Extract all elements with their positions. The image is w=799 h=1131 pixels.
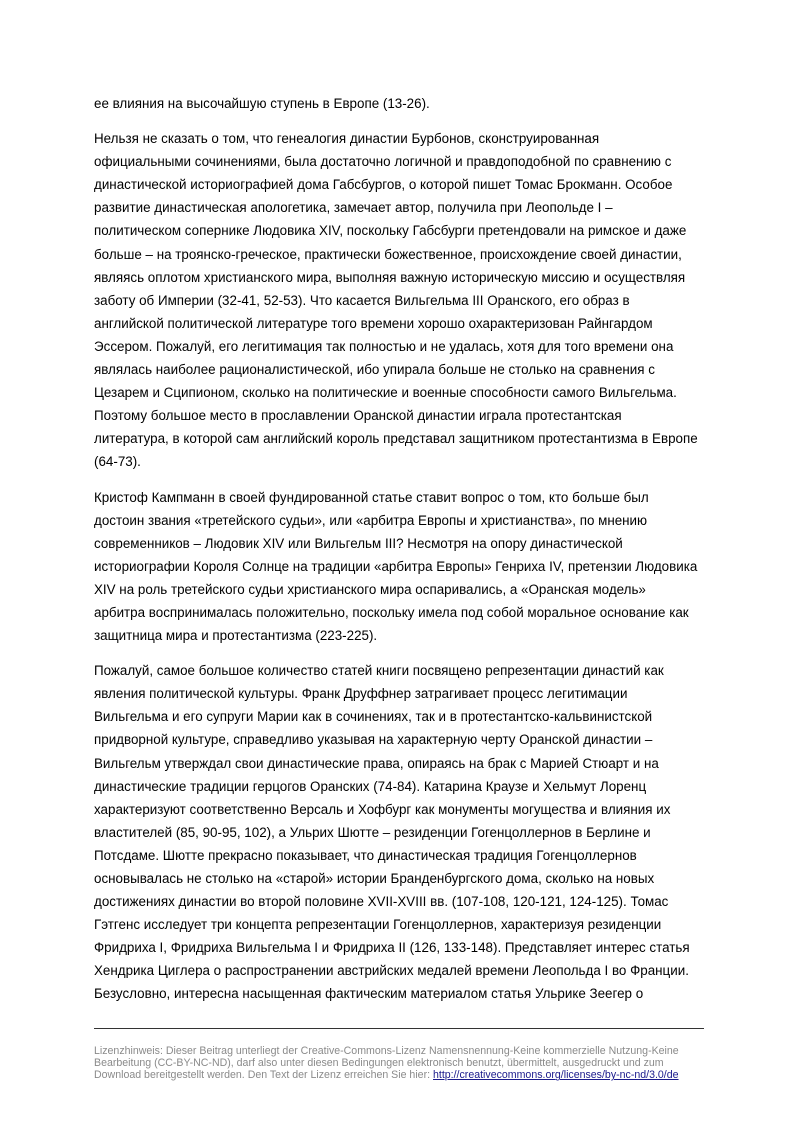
text-line: Гэтгенс исследует три концепта репрезентации Гогенцоллернов, характеризуя резиденции: [94, 917, 662, 933]
text-line: Потсдаме. Шютте прекрасно показывает, что династическая традиция Гогенцоллернов: [94, 847, 637, 863]
text-line: Цезарем и Сципионом, сколько на политические и военные способности самого Вильгельма.: [94, 385, 677, 401]
text-line: Поэтому большое место в прославлении Оранской династии играла протестантская: [94, 408, 622, 424]
license-text: Download bereitgestellt werden. Den Text der Lizenz erreichen Sie hier:: [94, 1069, 433, 1082]
license-text-line: Lizenzhinweis: Dieser Beitrag unterliegt der Creative-Commons-Lizenz Namensnennung-Keine kommerzielle Nutzung-Keine: [94, 1045, 679, 1057]
license-footer: [94, 1045, 710, 1082]
text-line: достижениях династии во второй половине XVII-XVIII вв. (107-108, 120-121, 124-125). Томас: [94, 894, 669, 910]
text-line: Фридриха I, Фридриха Вильгельма I и Фридриха II (126, 133-148). Представляет интерес статья: [94, 940, 690, 956]
text-line: литература, в которой сам английский король представал защитником протестантизма в Европе: [94, 431, 698, 447]
text-line: политическом сопернике Людовика XIV, поскольку Габсбурги претендовали на римское и даже: [94, 223, 687, 239]
paragraph: [94, 486, 710, 648]
text-line: достоин звания «третейского судьи», или «арбитра Европы и христианства», по мнению: [94, 512, 648, 528]
text-line: явления политической культуры. Франк Друффнер затрагивает процесс легитимации: [94, 686, 628, 702]
license-text-line: [94, 1069, 710, 1081]
text-line: Пожалуй, самое большое количество статей книги посвящено репрезентации династий как: [94, 663, 664, 679]
paragraph: [94, 127, 710, 473]
paragraph: [94, 659, 710, 1005]
text-line: основывалась не столько на «старой» истории Бранденбургского дома, сколько на новых: [94, 871, 655, 886]
paragraph: [94, 92, 710, 115]
text-line: Кристоф Кампманн в своей фундированной статье ставит вопрос о том, кто больше был: [94, 489, 649, 505]
text-line: придворной культуре, справедливо указывая на характерную черту Оранской династии –: [94, 732, 653, 748]
text-line: развитие династическая апологетика, замечает автор, получила при Леопольде I –: [94, 200, 613, 216]
text-line: характеризуют соответственно Версаль и Хофбург как монументы могущества и влияния их: [94, 801, 671, 817]
text-line: являлась наиболее рационалистической, ибо упирала больше не столько на сравнения с: [94, 362, 655, 378]
text-line: Вильгельма и его супруги Марии как в сочинениях, так и в протестантско-кальвинистской: [94, 709, 653, 725]
text-line: династические традиции герцогов Оранских (74-84). Катарина Краузе и Хельмут Лоренц: [94, 778, 647, 794]
text-line: Эссером. Пожалуй, его легитимация так полностью и не удалась, хотя для того времени она: [94, 338, 674, 354]
text-line: английской политической литературе того времени хорошо охарактеризован Райнгардом: [94, 315, 653, 331]
text-line: ее влияния на высочайшую ступень в Европе (13-26).: [94, 96, 430, 111]
text-line: династической историографией дома Габсбургов, о которой пишет Томас Брокманн. Особое: [94, 177, 673, 193]
text-line: официальными сочинениями, была достаточно логичной и правдоподобной по сравнению с: [94, 154, 672, 170]
text-line: властителей (85, 90-95, 102), а Ульрих Шютте – резиденции Гогенцоллернов в Берлине и: [94, 824, 651, 840]
text-line: (64-73).: [94, 454, 141, 470]
text-line: XIV на роль третейского судьи христианского мира оспаривались, а «Оранская модель»: [94, 581, 646, 597]
text-line: являясь оплотом христианского мира, выполняя важную историческую миссию и осуществляя: [94, 269, 686, 285]
license-text-line: Bearbeitung (CC-BY-NC-ND), darf also unter diesen Bedingungen elektronisch benutzt, übermittelt, ausgedruckt und zum: [94, 1057, 664, 1070]
text-line: историографии Короля Солнце на традиции «арбитра Европы» Генриха IV, претензии Людовика: [94, 558, 698, 574]
text-line: Нельзя не сказать о том, что генеалогия династии Бурбонов, сконструированная: [94, 131, 600, 147]
text-line: современников – Людовик XIV или Вильгельм III? Несмотря на опору династической: [94, 535, 623, 551]
text-line: заботу об Империи (32-41, 52-53). Что касается Вильгельма III Оранского, его образ в: [94, 292, 630, 308]
text-line: Вильгельм утверждал свои династические права, опираясь на брак с Марией Стюарт и на: [94, 755, 659, 771]
document-body: [94, 92, 710, 1018]
text-line: больше – на троянско-греческое, практически божественное, происхождение своей династии,: [94, 246, 682, 262]
text-line: Хендрика Циглера о распространении австрийских медалей времени Леопольда I во Франции.: [94, 963, 689, 979]
text-line: арбитра воспринималась положительно, поскольку имела под собой моральное основание как: [94, 604, 689, 620]
license-link[interactable]: http://creativecommons.org/licenses/by-nc-nd/3.0/de: [433, 1069, 679, 1082]
footer-divider: [94, 1028, 704, 1029]
text-line: Безусловно, интересна насыщенная фактическим материалом статья Ульрике Зеегер о: [94, 986, 644, 1002]
text-line: защитница мира и протестантизма (223-225).: [94, 628, 378, 644]
